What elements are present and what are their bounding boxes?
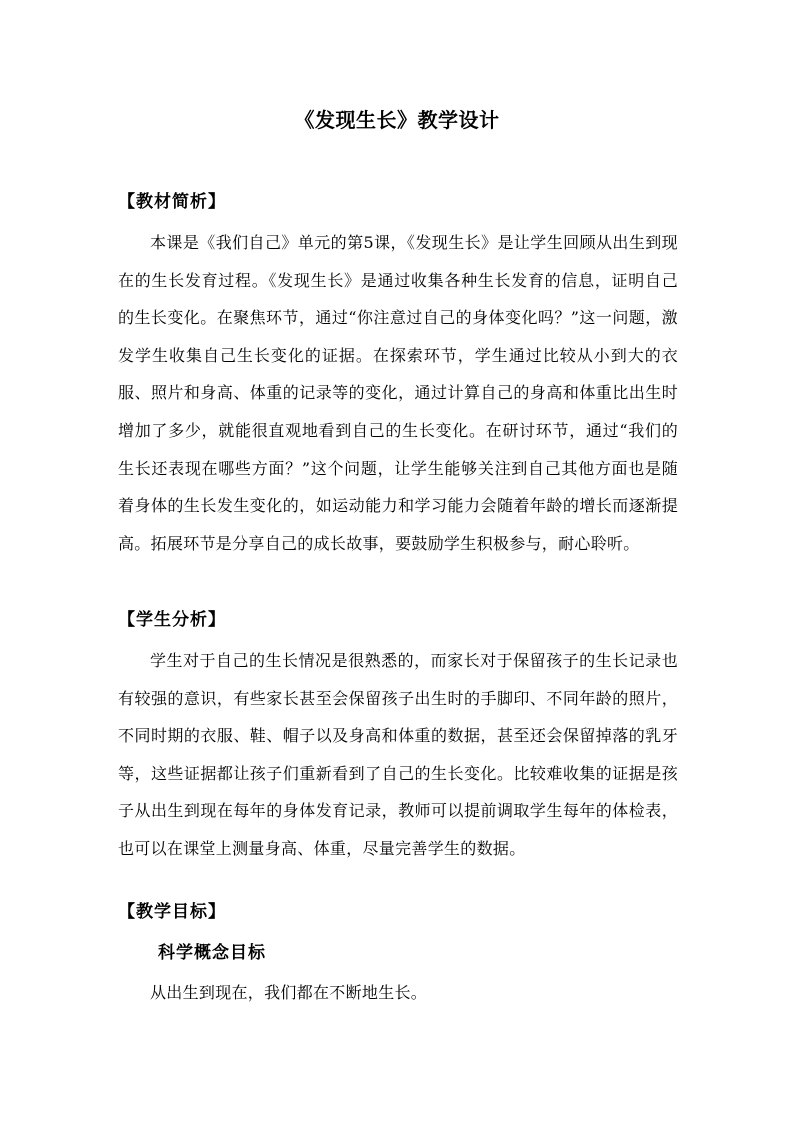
section-paragraph-science-concept-goal: 从出生到现在，我们都在不断地生长。	[150, 983, 428, 1002]
section-heading-teaching-goals: 【教学目标】	[118, 902, 226, 922]
document-title: 《发现生长》教学设计	[294, 108, 500, 132]
section-heading-student-analysis: 【学生分析】	[118, 610, 226, 630]
subheading-science-concept-goal: 科学概念目标	[158, 943, 266, 963]
section-paragraph-student-analysis: 学生对于自己的生长情况是很熟悉的，而家长对于保留孩子的生长记录也有较强的意识，有些家长甚至会保留孩子出生时的手脚印、不同年龄的照片，不同时期的衣服、鞋、帽子以及身高和体重的数据，甚至还会保留掉落的乳牙等，这些证据都让孩子们重新看到了自己的生长变化。比较难收集的证据是孩子从出生到现在每年的身体发育记录，教师可以提前调取学生每年的体检表，也可以在课堂上测量身高、体重，尽量完善学生的数据。	[118, 651, 678, 858]
section-paragraph-textbook-analysis: 本课是《我们自己》单元的第5课，《发现生长》是让学生回顾从出生到现在的生长发育过程。《发现生长》是通过收集各种生长发育的信息，证明自己的生长变化。在聚焦环节，通过“你注意过自己的身体变化吗？”这一问题，激发学生收集自己生长变化的证据。在探索环节，学生通过比较从小到大的衣服、照片和身高、体重的记录等的变化，通过计算自己的身高和体重比出生时增加了多少，就能很直观地看到自己的生长变化。在研讨环节，通过“我们的生长还表现在哪些方面？”这个问题，让学生能够关注到自己其他方面也是随着身体的生长发生变化的，如运动能力和学习能力会随着年龄的增长而逐渐提高。拓展环节是分享自己的成长故事，要鼓励学生积极参与，耐心聆听。	[118, 233, 678, 553]
section-heading-textbook-analysis: 【教材简析】	[118, 192, 226, 212]
